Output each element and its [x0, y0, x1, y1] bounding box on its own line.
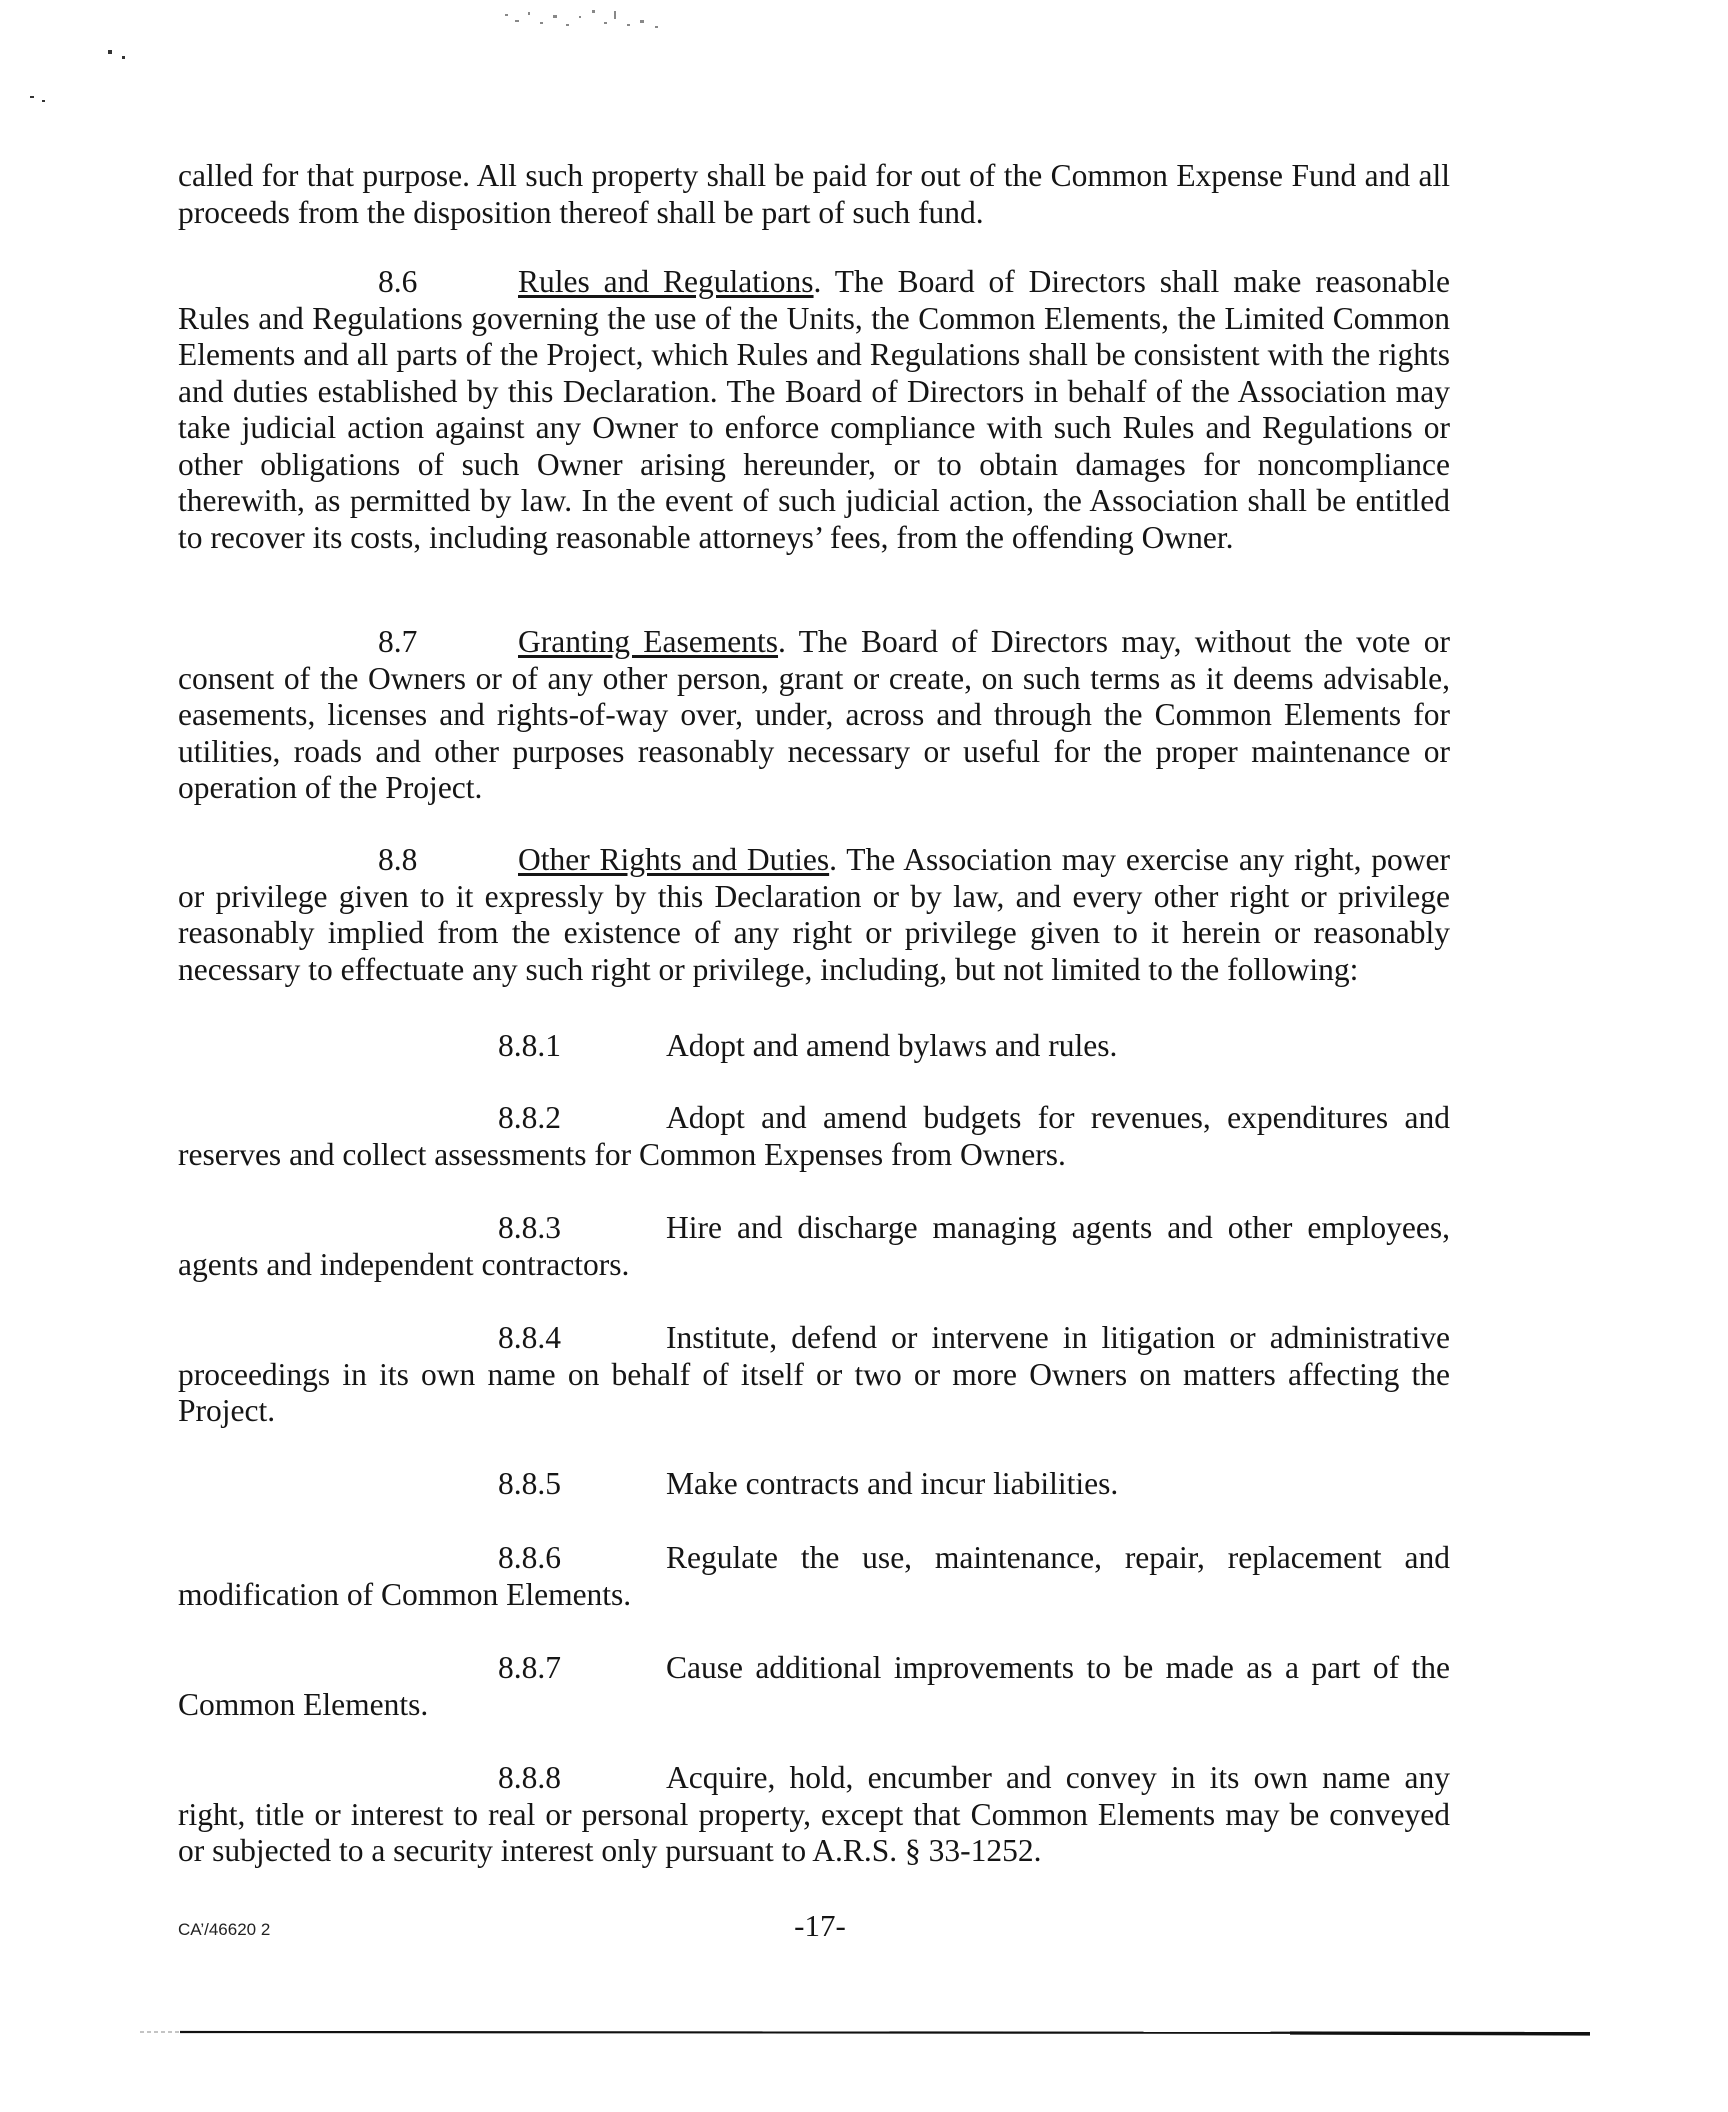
item-number: 8.8.2 [498, 1100, 561, 1135]
section-body: The Board of Directors may, without the vote or consent of the Owners or of any other person, grant or create, on such terms as it deems advisable, easements, licenses and rights-of-way over, under, across and through the Common Elements for utilities, roads and other purposes reasonably necessary or useful for the proper maintenance or operation of the Project. [178, 624, 1450, 805]
item-text: Adopt and amend budgets for revenues, expenditures and reserves and collect assessments for Common Expenses from Owners. [178, 1100, 1450, 1172]
section-body: The Board of Directors shall make reasonable Rules and Regulations governing the use of the Units, the Common Elements, the Limited Common Elements and all parts of the Project, which Rules and Regulations shall be consistent with the rights and duties established by this Declaration. The Board of Directors in behalf of the Association may take judicial action against any Owner to enforce compliance with such Rules and Regulations or other obligations of such Owner arising hereunder, or to obtain damages for noncompliance therewith, as permitted by law. In the event of such judicial action, the Association shall be entitled to recover its costs, including reasonable attorneys’ fees, from the offending Owner. [178, 264, 1450, 555]
section-number: 8.7 [378, 624, 418, 659]
item-number: 8.8.1 [498, 1028, 561, 1063]
section-body: The Association may exercise any right, power or privilege given to it expressly by this Declaration or by law, and every other right or privilege reasonably implied from the existence of any right or privilege given to it herein or reasonably necessary to effectuate any such right or privilege, including, but not limited to the following: [178, 842, 1450, 987]
page-number: -17- [794, 1908, 846, 1943]
list-item-8-8-7 [178, 1650, 1450, 1723]
item-text: Regulate the use, maintenance, repair, replacement and modification of Common Elements. [178, 1540, 1450, 1612]
list-item-8-8-1 [178, 1028, 1450, 1065]
section-8-8: 8.8 Other Rights and Duties. The Association may exercise any right, power or privilege given to it expressly by this Declaration or by law, and every other right or privilege reasonably implied from the existence of any right or privilege given to it herein or reasonably necessary to effectuate any such right or privilege, including, but not limited to the following: [178, 842, 1450, 987]
item-text: Make contracts and incur liabilities. [666, 1466, 1119, 1501]
scan-noise [0, 0, 1728, 140]
list-item-8-8-6 [178, 1540, 1450, 1613]
item-text: Adopt and amend bylaws and rules. [666, 1028, 1118, 1063]
section-heading: Rules and Regulations [518, 264, 814, 299]
section-number: 8.8 [378, 842, 418, 877]
item-number: 8.8.3 [498, 1210, 561, 1245]
item-text: Hire and discharge managing agents and other employees, agents and independent contractors. [178, 1210, 1450, 1282]
item-number: 8.8.4 [498, 1320, 561, 1355]
section-8-6: 8.6 Rules and Regulations. The Board of Directors shall make reasonable Rules and Regulations governing the use of the Units, the Common Elements, the Limited Common Elements and all parts of the Project, which Rules and Regulations shall be consistent with the rights and duties established by this Declaration. The Board of Directors in behalf of the Association may take judicial action against any Owner to enforce compliance with such Rules and Regulations or other obligations of such Owner arising hereunder, or to obtain damages for noncompliance therewith, as permitted by law. In the event of such judicial action, the Association shall be entitled to recover its costs, including reasonable attorneys’ fees, from the offending Owner. [178, 264, 1450, 555]
section-8-7: 8.7 Granting Easements. The Board of Directors may, without the vote or consent of the Owners or of any other person, grant or create, on such terms as it deems advisable, easements, licenses and rights-of-way over, under, across and through the Common Elements for utilities, roads and other purposes reasonably necessary or useful for the proper maintenance or operation of the Project. [178, 624, 1450, 805]
item-text: Acquire, hold, encumber and convey in its own name any right, title or interest to real or personal property, except that Common Elements may be conveyed or subjected to a security interest only pursuant to A.R.S. § 33-1252. [178, 1760, 1450, 1868]
list-item-8-8-4 [178, 1320, 1450, 1430]
section-heading: Other Rights and Duties [518, 842, 830, 877]
item-number: 8.8.8 [498, 1760, 561, 1795]
item-number: 8.8.6 [498, 1540, 561, 1575]
item-text: Cause additional improvements to be made as a part of the Common Elements. [178, 1650, 1450, 1722]
document-code: CA’/46620 2 [178, 1920, 271, 1939]
list-item-8-8-5 [178, 1466, 1450, 1503]
list-item-8-8-8 [178, 1760, 1450, 1870]
intro-text: called for that purpose. All such property shall be paid for out of the Common Expense Fund and all proceeds from the disposition thereof shall be part of such fund. [178, 158, 1450, 230]
item-number: 8.8.5 [498, 1466, 561, 1501]
section-number: 8.6 [378, 264, 418, 299]
item-number: 8.8.7 [498, 1650, 561, 1685]
item-text: Institute, defend or intervene in litigation or administrative proceedings in its own name on behalf of itself or two or more Owners on matters affecting the Project. [178, 1320, 1450, 1428]
bottom-rule [140, 2028, 1590, 2038]
section-heading: Granting Easements [518, 624, 779, 659]
list-item-8-8-3 [178, 1210, 1450, 1283]
list-item-8-8-2 [178, 1100, 1450, 1173]
paragraph-intro [178, 158, 1450, 231]
